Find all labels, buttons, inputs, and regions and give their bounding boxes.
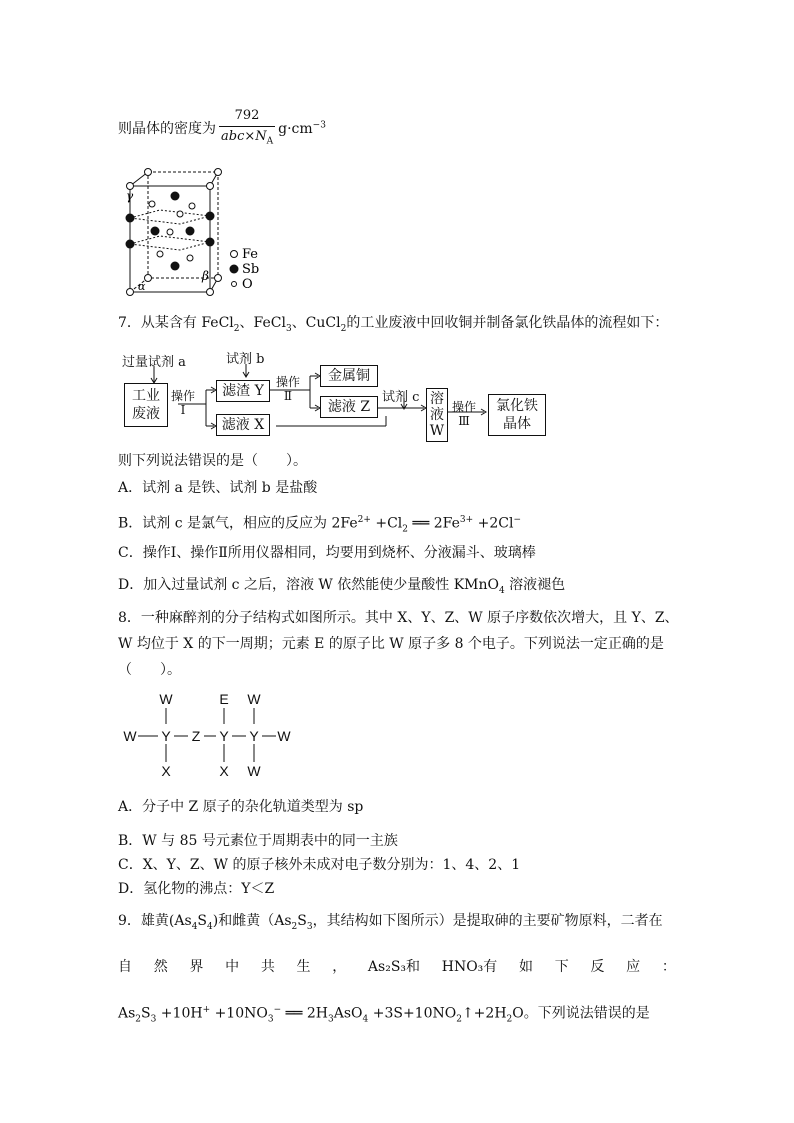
alpha-label: α bbox=[138, 280, 146, 293]
residue-y-box: 滤渣 Y bbox=[216, 380, 270, 402]
atom-w-top1: W bbox=[159, 691, 173, 707]
q7-option-b: B．试剂 c 是氯气，相应的反应为 $2Fe^{2+} +Cl_2$ ══ $2Fe^{3+} +2Cl^-$ bbox=[118, 515, 522, 535]
q8-line2: W 均位于 X 的下一周期；元素 E 的原子比 W 原子多 8 个电子。下列说法一定正确的是 bbox=[118, 636, 664, 652]
waste-liquid-box: 工业 废液 bbox=[124, 383, 168, 427]
q8-option-b: B．W 与 85 号元素位于周期表中的同一主族 bbox=[118, 833, 398, 849]
q9-line3: $As_2S_3 +10H^+ +10NO_3^-$ ══ $2H_3AsO_4$ $+3S+10NO_2↑+2H_2O$。下列说法错误的是 bbox=[118, 1005, 650, 1025]
filtrate-x-box: 滤液 X bbox=[216, 414, 270, 436]
q7-option-d: D．加入过量试剂 c 之后，溶液 W 依然能使少量酸性 KMnO$_4$ 溶液褪色 bbox=[118, 577, 566, 596]
density-fraction bbox=[219, 106, 275, 152]
q8-option-c: C．X、Y、Z、W 的原子核外未成对电子数分别为：1、4、2、1 bbox=[118, 857, 521, 873]
q7-option-a: A．试剂 a 是铁、试剂 b 是盐酸 bbox=[118, 480, 318, 496]
atom-w-bottom3: W bbox=[247, 763, 261, 779]
atom-z: Z bbox=[191, 728, 201, 744]
q9-line2: 自 然 界 中 共 生 ， As₂S₃和 HNO₃有 如 下 反 应 ： bbox=[118, 959, 676, 975]
atom-w-top3: W bbox=[247, 691, 261, 707]
atom-x2: X bbox=[219, 763, 229, 779]
atom-y1: Y bbox=[161, 728, 171, 744]
q7-stem: 7．从某含有 FeCl$_2$、FeCl$_3$、CuCl$_2$的工业废液中回收铜并制备氯化铁晶体的流程如下： bbox=[118, 315, 669, 334]
atom-x1: X bbox=[161, 763, 171, 779]
reagent-a-label: 过量试剂 a bbox=[122, 355, 186, 370]
copper-box: 金属铜 bbox=[320, 365, 378, 387]
atom-e: E bbox=[219, 691, 229, 707]
q7-option-c: C．操作Ⅰ、操作Ⅱ所用仪器相同，均要用到烧杯、分液漏斗、玻璃棒 bbox=[118, 545, 536, 561]
q9-line1: 9．雄黄$(As_4S_4)$和雌黄（$As_2S_3$，其结构如下图所示）是提取砷的主要矿物原料，二者在 bbox=[118, 913, 663, 932]
q7-question: 则下列说法错误的是（ ）。 bbox=[118, 453, 307, 469]
density-numerator: 792 bbox=[219, 106, 275, 127]
op2-label: 操作 Ⅱ bbox=[276, 375, 301, 403]
legend-sb: Sb bbox=[242, 262, 260, 277]
q8-line1: 8．一种麻醉剂的分子结构式如图所示。其中 X、Y、Z、W 原子序数依次增大，且 Y、Z、 bbox=[118, 610, 679, 626]
q8-option-a: A．分子中 Z 原子的杂化轨道类型为 sp bbox=[118, 799, 364, 815]
atom-w-left: W bbox=[123, 728, 137, 744]
density-prefix: 则晶体的密度为 bbox=[118, 120, 216, 137]
reagent-c-label: 试剂 c bbox=[382, 390, 420, 405]
legend-o: O bbox=[242, 277, 253, 292]
atom-w-right: W bbox=[277, 728, 291, 744]
op3-label: 操作 Ⅲ bbox=[452, 400, 477, 428]
density-unit: $g\cdot cm^{-3}$ bbox=[278, 120, 326, 137]
filtrate-z-box: 滤液 Z bbox=[320, 396, 378, 418]
solution-w-box: 溶 液 W bbox=[426, 388, 448, 442]
atom-y3: Y bbox=[249, 728, 259, 744]
q8-option-d: D．氢化物的沸点：Y＜Z bbox=[118, 881, 275, 897]
molecule-structure-diagram bbox=[120, 688, 300, 780]
beta-label: β bbox=[202, 269, 209, 283]
op1-label: 操作 Ⅰ bbox=[171, 389, 196, 417]
atom-y2: Y bbox=[219, 728, 229, 744]
density-denominator: $abc\times N_A$ bbox=[221, 129, 274, 147]
reagent-b-label: 试剂 b bbox=[226, 352, 265, 367]
ferric-chloride-crystal-box: 氯化铁 晶体 bbox=[488, 394, 546, 436]
density-line bbox=[118, 106, 326, 152]
gamma-label: γ bbox=[126, 189, 134, 203]
legend-fe: Fe bbox=[242, 247, 259, 262]
crystal-structure-diagram bbox=[120, 166, 270, 301]
q8-line3: （ ）。 bbox=[118, 662, 181, 678]
